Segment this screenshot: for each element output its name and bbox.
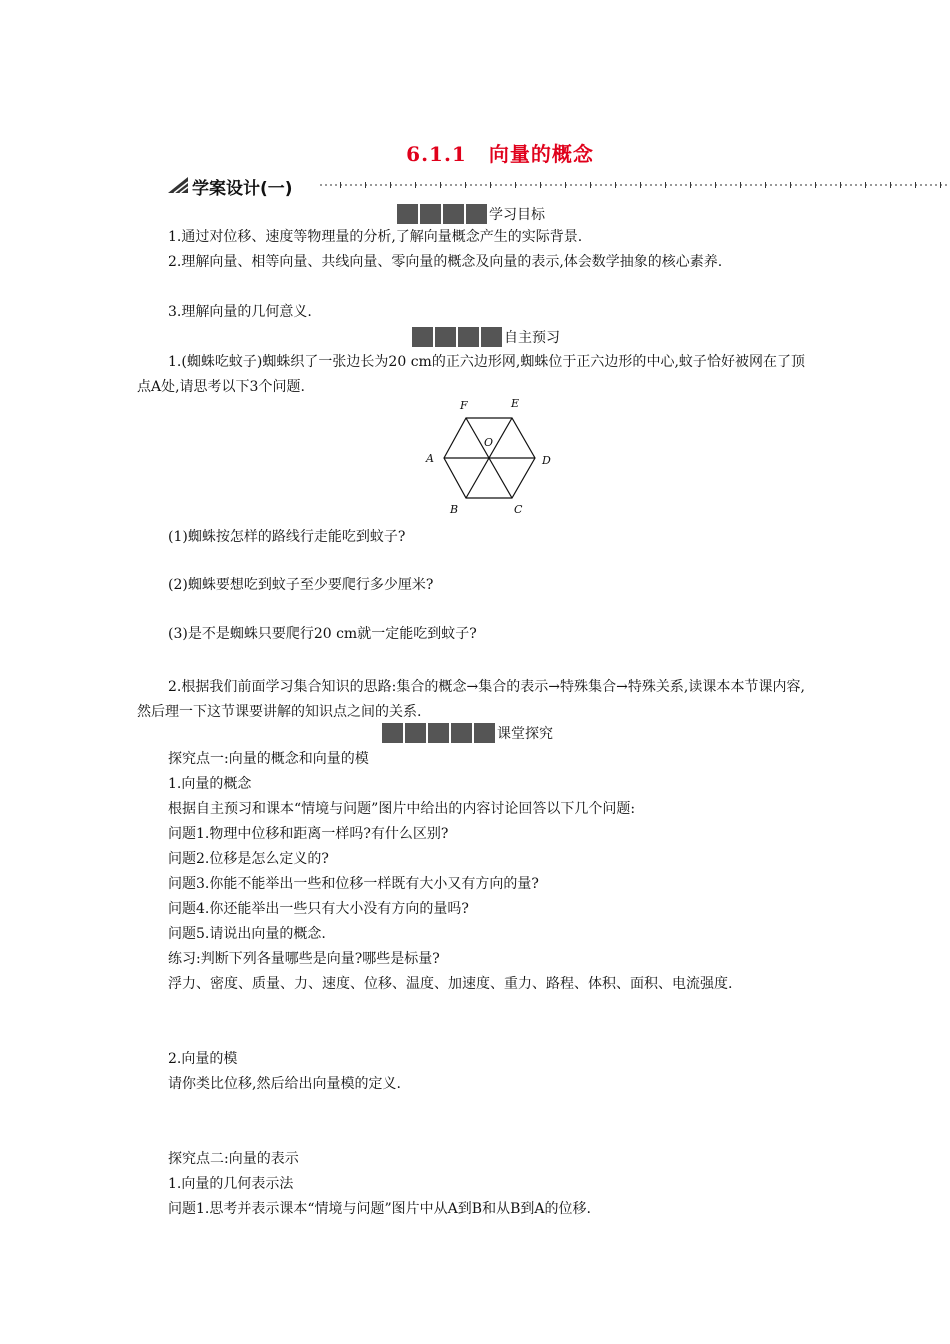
section-label: 学习目标 xyxy=(489,207,545,223)
design-heading-bar xyxy=(168,174,950,199)
explore-question-4: 问题4.你还能举出一些只有大小没有方向的量吗? xyxy=(168,901,469,917)
explore-intro: 根据自主预习和课本“情境与问题”图片中给出的内容讨论回答以下几个问题: xyxy=(168,801,636,817)
explore-question-1: 问题1.物理中位移和距离一样吗?有什么区别? xyxy=(168,826,449,842)
section-label: 自主预习 xyxy=(504,330,560,346)
preview-sub-2: (2)蜘蛛要想吃到蚊子至少要爬行多少厘米? xyxy=(168,577,434,593)
explore-sub-2-text: 请你类比位移,然后给出向量模的定义. xyxy=(168,1076,401,1092)
explore-question-5: 问题5.请说出向量的概念. xyxy=(168,926,326,942)
preview-question-2: 2.根据我们前面学习集合知识的思路:集合的概念→集合的表示→特殊集合→特殊关系,读课本本节课内容,然后理一下这节课要讲解的知识点之间的关系. xyxy=(137,679,805,720)
goal-3: 3.理解向量的几何意义. xyxy=(168,304,312,320)
triangle-stripes-icon xyxy=(168,177,188,193)
explore-rep-title: 1.向量的几何表示法 xyxy=(168,1176,294,1192)
explore-question-2: 问题2.位移是怎么定义的? xyxy=(168,851,329,867)
explore-practice-items: 浮力、密度、质量、力、速度、位移、温度、加速度、重力、路程、体积、面积、电流强度. xyxy=(168,976,733,992)
section-title: 向量的概念 xyxy=(488,142,594,166)
goal-1: 1.通过对位移、速度等物理量的分析,了解向量概念产生的实际背景. xyxy=(168,229,583,245)
explore-rep-question-1: 问题1.思考并表示课本“情境与问题”图片中从A到B和从B到A的位移. xyxy=(168,1201,591,1217)
vertex-label-f: F xyxy=(460,399,468,412)
goal-2: 2.理解向量、相等向量、共线向量、零向量的概念及向量的表示,体会数学抽象的核心素养. xyxy=(168,254,723,270)
design-heading: 学案设计(一) xyxy=(192,179,293,199)
preview-question-1: 1.(蜘蛛吃蚊子)蜘蛛织了一张边长为20 cm的正六边形网,蜘蛛位于正六边形的中心,蚊子恰好被网在了顶点A处,请思考以下3个问题. xyxy=(137,354,805,395)
section-label: 课堂探究 xyxy=(497,726,553,742)
explore-sub-1-title: 1.向量的概念 xyxy=(168,776,252,792)
vertex-label-e: E xyxy=(511,397,520,410)
section-heading-explore xyxy=(382,722,553,744)
section-number: 6.1.1 xyxy=(406,142,467,166)
explore-point-1: 探究点一:向量的概念和向量的模 xyxy=(168,751,369,767)
vertex-label-b: B xyxy=(450,503,459,516)
vertex-label-a: A xyxy=(426,452,434,465)
hexagon-figure xyxy=(420,396,560,518)
section-blocks xyxy=(397,204,487,224)
vertex-label-d: D xyxy=(542,454,551,467)
preview-sub-1: (1)蜘蛛按怎样的路线行走能吃到蚊子? xyxy=(168,529,406,545)
page-title xyxy=(0,138,950,167)
preview-sub-3: (3)是不是蜘蛛只要爬行20 cm就一定能吃到蚊子? xyxy=(168,626,477,642)
dotted-rule xyxy=(320,182,950,188)
center-label-o: O xyxy=(484,436,494,449)
explore-sub-2-title: 2.向量的模 xyxy=(168,1051,238,1067)
vertex-label-c: C xyxy=(514,503,523,516)
explore-practice: 练习:判断下列各量哪些是向量?哪些是标量? xyxy=(168,951,440,967)
section-blocks xyxy=(382,723,495,743)
section-heading-preview xyxy=(412,326,560,348)
section-blocks xyxy=(412,327,502,347)
section-heading-goals xyxy=(397,203,545,225)
explore-point-2: 探究点二:向量的表示 xyxy=(168,1151,299,1167)
explore-question-3: 问题3.你能不能举出一些和位移一样既有大小又有方向的量? xyxy=(168,876,539,892)
